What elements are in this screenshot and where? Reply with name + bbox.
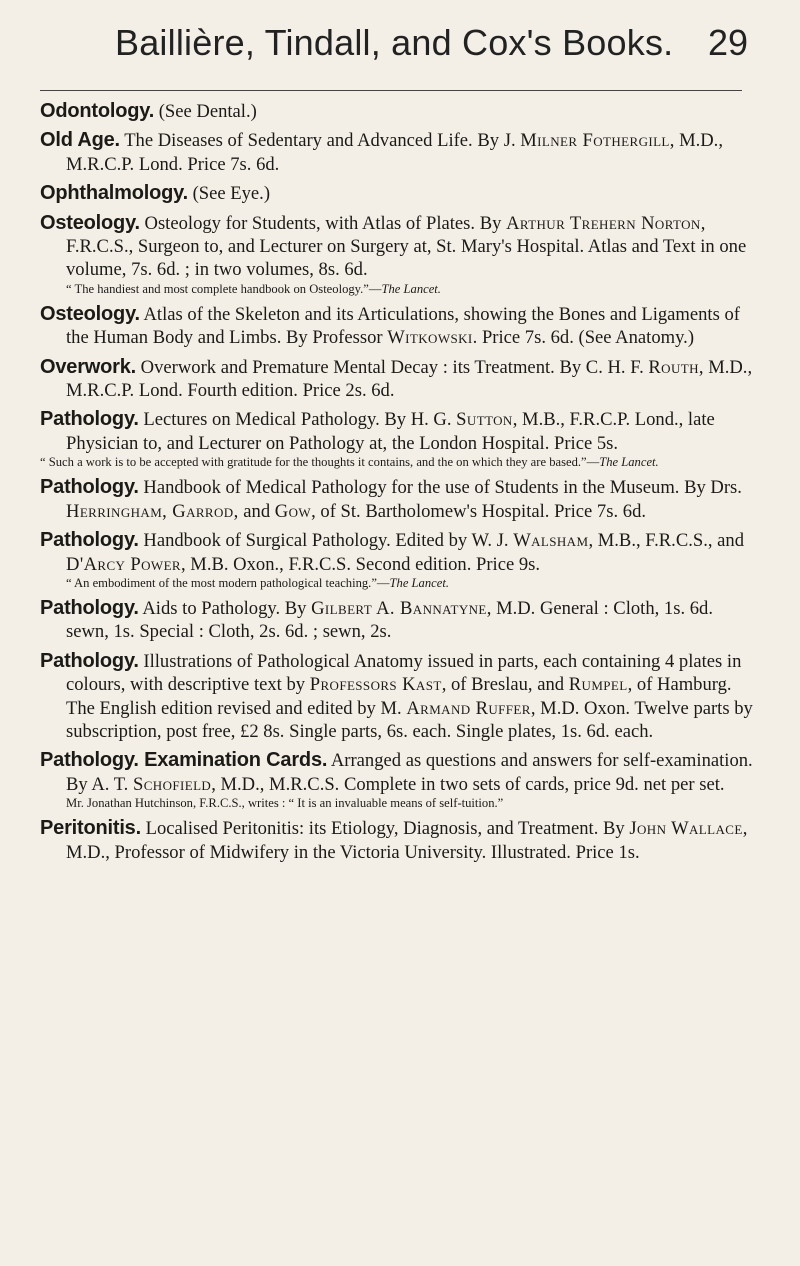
review-text: Mr. Jonathan Hutchinson, F.R.C.S., writes : “ It is an invaluable means of self-tuition.” (66, 796, 504, 811)
catalogue-entry (40, 476, 760, 523)
review-quote (40, 455, 760, 470)
entry-text: , M.B., F.R.C.P. Lond., late Physician to, and Lecturer on Pathology at, the London Hospital. Price 5s. (66, 409, 715, 454)
review-source: The Lancet. (599, 455, 659, 470)
author-name: Sutton (456, 409, 513, 431)
entry-heading: Pathology. (40, 649, 139, 672)
entry-text: Arranged as questions and answers for self-examination. By A. T. (66, 750, 753, 795)
entry-heading: Pathology. (40, 596, 139, 619)
catalogue-entry (40, 749, 760, 811)
author-name: Gilbert A. Bannatyne (311, 597, 487, 619)
entry-text: Illustrations of Pathological Anatomy issued in parts, each containing 4 plates in colours, with descriptive text by (66, 650, 742, 696)
author-name: John Wallace (629, 818, 743, 840)
entry-text: . Price 7s. 6d. (See Anatomy.) (472, 327, 695, 349)
author-name: Routh (648, 356, 699, 378)
entry-text: , M.D., M.R.C.S. Complete in two sets of cards, price 9d. net per set. (211, 773, 725, 795)
review-text: “ An embodiment of the most modern pathological teaching.”— (66, 575, 390, 590)
entry-heading: Pathology. (40, 476, 139, 499)
author-name: Schofield (132, 773, 212, 795)
catalogue-entry (40, 303, 760, 350)
entry-text: , M.D. Oxon. Twelve parts by subscription, post free, £2 8s. Single parts, 6s. each. Single plates, 1s. 6d. each. (66, 697, 753, 742)
review-quote (40, 282, 760, 297)
entry-text: (See Dental.) (154, 101, 257, 122)
author-name: Armand Ruffer (406, 697, 531, 719)
entry-text: , M.D., M.R.C.P. Lond. Fourth edition. Price 2s. 6d. (66, 356, 753, 402)
review-quote (40, 796, 760, 811)
entry-text: Aids to Pathology. By (138, 597, 312, 619)
entry-text: , of St. Bartholomew's Hospital. Price 7s. 6d. (311, 500, 647, 522)
catalogue-entry (40, 212, 760, 297)
entry-text: , M.D., Professor of Midwifery in the Victoria University. Illustrated. Price 1s. (66, 818, 748, 863)
entry-heading: Pathology. (40, 529, 139, 552)
running-head (0, 0, 800, 72)
entry-text: Handbook of Surgical Pathology. Edited by W. J. (138, 530, 514, 552)
entry-text: , of Hamburg. The English edition revised and edited by M. (66, 674, 732, 719)
entry-text: Atlas of the Skeleton and its Articulations, showing the Bones and Ligaments of the Human Body and Limbs. By Professor (66, 303, 740, 349)
entry-heading: Pathology. (40, 408, 139, 431)
author-name: Milner Fothergill (520, 130, 670, 152)
entry-text: , M.D. General : Cloth, 1s. 6d. sewn, 1s. Special : Cloth, 2s. 6d. ; sewn, 2s. (66, 597, 713, 643)
entry-text: , F.R.C.S., Surgeon to, and Lecturer on Surgery at, St. Mary's Hospital. Atlas and Text in one volume, 7s. 6d. ; in two volumes, 8s. 6d. (66, 212, 747, 281)
running-title: Baillière, Tindall, and Cox's Books. (115, 22, 674, 63)
author-name: Professors Kast (309, 674, 442, 696)
entry-text: Localised Peritonitis: its Etiology, Diagnosis, and Treatment. By (140, 818, 630, 840)
catalogue-entries (40, 100, 760, 870)
entry-heading: Pathology. Examination Cards. (40, 749, 328, 772)
header-rule (40, 90, 742, 91)
entry-text: and (238, 500, 275, 522)
catalogue-entry (40, 817, 760, 864)
entry-text: , M.B., F.R.C.S., and (588, 530, 744, 552)
entry-text: The Diseases of Sedentary and Advanced Life. By J. (119, 130, 521, 152)
review-text: “ The handiest and most complete handbook on Osteology.”— (66, 281, 382, 296)
catalogue-entry (40, 182, 760, 205)
review-source: The Lancet. (389, 575, 449, 590)
entry-heading: Overwork. (40, 355, 137, 378)
author-name: Walsham (513, 530, 589, 552)
catalogue-entry (40, 129, 760, 176)
review-source: The Lancet. (381, 281, 441, 296)
entry-text: Osteology for Students, with Atlas of Plates. By (139, 212, 507, 234)
author-name: D'Arcy Power (66, 553, 181, 575)
catalogue-entry (40, 650, 760, 744)
catalogue-entry (40, 529, 760, 591)
catalogue-entry (40, 597, 760, 644)
author-name: Herringham, Garrod, (66, 500, 239, 522)
entry-heading: Old Age. (40, 129, 120, 152)
entry-text: , M.B. Oxon., F.R.C.S. Second edition. Price 9s. (181, 553, 541, 575)
author-name: Gow (274, 500, 312, 522)
catalogue-entry (40, 356, 760, 403)
author-name: Rumpel (568, 674, 628, 696)
page-number: 29 (708, 22, 749, 63)
entry-text: , M.D., M.R.C.P. Lond. Price 7s. 6d. (66, 130, 723, 175)
entry-text: Lectures on Medical Pathology. By H. G. (138, 409, 457, 431)
entry-text: , of Breslau, and (441, 674, 569, 696)
entry-text: (See Eye.) (187, 183, 271, 205)
entry-heading: Osteology. (40, 302, 140, 325)
entry-heading: Odontology. (40, 100, 155, 122)
entry-text: Handbook of Medical Pathology for the use of Students in the Museum. By Drs. (138, 477, 742, 499)
author-name: Witkowski (387, 327, 473, 349)
catalogue-entry (40, 408, 760, 470)
author-name: Arthur Trehern Norton (506, 212, 701, 234)
entry-text: Overwork and Premature Mental Decay : its Treatment. By C. H. F. (136, 356, 649, 378)
entry-heading: Ophthalmology. (40, 182, 188, 205)
entry-heading: Osteology. (40, 211, 140, 234)
catalogue-entry (40, 100, 760, 123)
review-text: “ Such a work is to be accepted with gratitude for the thoughts it contains, and the on which they are based.”— (40, 455, 600, 470)
entry-heading: Peritonitis. (40, 817, 141, 840)
review-quote (40, 576, 760, 591)
